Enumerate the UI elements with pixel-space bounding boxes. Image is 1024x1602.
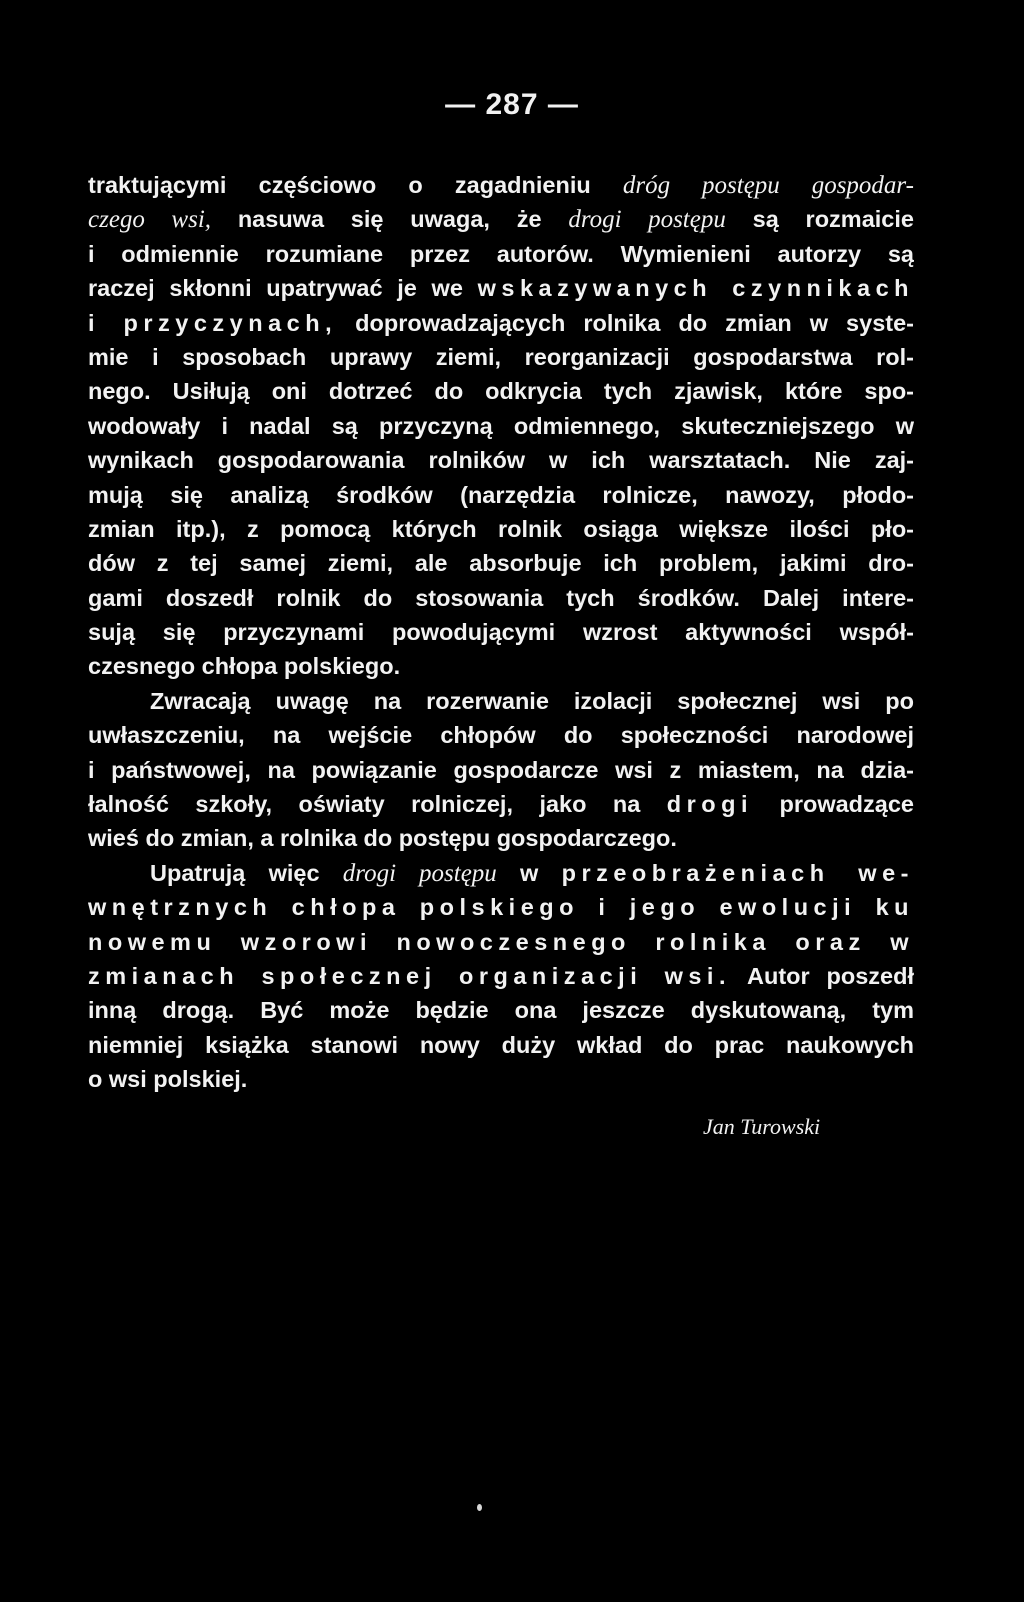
text-run: nego. Usiłują oni dotrzeć do odkrycia tych zjawisk, które spo-: [88, 378, 914, 405]
text-run: wodowały i nadal są przyczyną odmiennego, skuteczniejszego w: [88, 412, 914, 439]
text-run: w: [496, 859, 562, 886]
text-line: [88, 959, 914, 993]
text-line: [88, 340, 914, 374]
text-line: [88, 925, 914, 959]
text-line: [88, 1028, 914, 1062]
text-line: [88, 478, 914, 512]
text-line: [88, 237, 914, 271]
text-run: są rozmaicie: [725, 206, 914, 233]
text-run: inną drogą. Być może będzie ona jeszcze dyskutowaną, tym: [88, 997, 914, 1024]
text-line: [88, 890, 914, 924]
author-signature: Jan Turowski: [703, 1114, 821, 1139]
text-line: [88, 306, 914, 340]
body-text: [88, 168, 914, 1097]
text-run: o wsi polskiej.: [88, 1066, 248, 1093]
text-line: [88, 512, 914, 546]
text-line: [88, 443, 914, 477]
spaced-emphasis-run: drogi: [666, 791, 754, 818]
text-line: [88, 993, 914, 1027]
text-line: [88, 753, 914, 787]
text-run: dów z tej samej ziemi, ale absorbuje ich problem, jakimi dro-: [88, 550, 914, 577]
text-line: [88, 581, 914, 615]
print-speck: [477, 1504, 482, 1511]
text-run: doprowadzających rolnika do zmian w syste-: [337, 309, 914, 336]
text-line: [88, 1062, 914, 1096]
italic-run: drogi postępu: [568, 206, 726, 234]
text-run: Upatrują więc: [150, 859, 343, 886]
text-line: [88, 409, 914, 443]
text-line: [88, 615, 914, 649]
text-run: mują się analizą środków (narzędzia rolnicze, nawozy, płodo-: [88, 481, 914, 508]
text-line: [88, 546, 914, 580]
text-line: [88, 202, 914, 236]
text-line: [88, 787, 914, 821]
text-run: mie i sposobach uprawy ziemi, reorganizacji gospodarstwa rol-: [88, 343, 914, 370]
text-run: nasuwa się uwaga, że: [211, 206, 569, 233]
text-run: niemniej książka stanowi nowy duży wkład do prac naukowych: [88, 1031, 914, 1058]
text-run: uwłaszczeniu, na wejście chłopów do społeczności narodowej: [88, 722, 914, 749]
spaced-emphasis-run: wskazywanych czynnikach: [477, 275, 914, 302]
text-run: i odmiennie rozumiane przez autorów. Wymienieni autorzy są: [88, 240, 914, 267]
spaced-emphasis-run: przeobrażeniach we-: [561, 859, 914, 886]
text-run: łalność szkoły, oświaty rolniczej, jako na: [88, 791, 667, 818]
text-run: zmian itp.), z pomocą których rolnik osiąga większe ilości pło-: [88, 515, 914, 542]
text-run: raczej skłonni upatrywać je we: [88, 275, 478, 302]
page-number: — 287 —: [445, 88, 579, 121]
text-line: [88, 821, 914, 855]
spaced-emphasis-run: i przyczynach,: [88, 309, 338, 336]
spaced-emphasis-run: zmianach społecznej organizacji wsi.: [88, 962, 731, 989]
text-line: [88, 374, 914, 408]
text-run: sują się przyczynami powodującymi wzrost aktywności współ-: [88, 619, 914, 646]
italic-run: czego wsi,: [88, 206, 212, 234]
spaced-emphasis-run: wnętrznych chłopa polskiego i jego ewolucji ku: [88, 894, 914, 921]
text-run: wieś do zmian, a rolnika do postępu gospodarczego.: [88, 825, 677, 852]
text-run: i państwowej, na powiązanie gospodarcze wsi z miastem, na dzia-: [88, 756, 914, 783]
italic-run: dróg postępu gospodar-: [622, 172, 914, 199]
text-line: [88, 856, 914, 890]
spaced-emphasis-run: nowemu wzorowi nowoczesnego rolnika oraz w: [88, 928, 914, 955]
text-run: prowadzące: [753, 791, 914, 818]
text-line: [88, 684, 914, 718]
text-run: czesnego chłopa polskiego.: [88, 653, 401, 680]
text-run: Autor poszedł: [731, 962, 914, 989]
text-line: [88, 649, 914, 683]
text-run: Zwracają uwagę na rozerwanie izolacji społecznej wsi po: [150, 687, 914, 714]
text-line: [88, 718, 914, 752]
text-run: gami doszedł rolnik do stosowania tych środków. Dalej intere-: [88, 584, 914, 611]
text-run: wynikach gospodarowania rolników w ich warsztatach. Nie zaj-: [88, 447, 914, 474]
text-run: traktującymi częściowo o zagadnieniu: [88, 172, 623, 198]
text-line: [88, 271, 914, 305]
italic-run: drogi postępu: [342, 859, 497, 887]
text-line: [88, 168, 914, 202]
